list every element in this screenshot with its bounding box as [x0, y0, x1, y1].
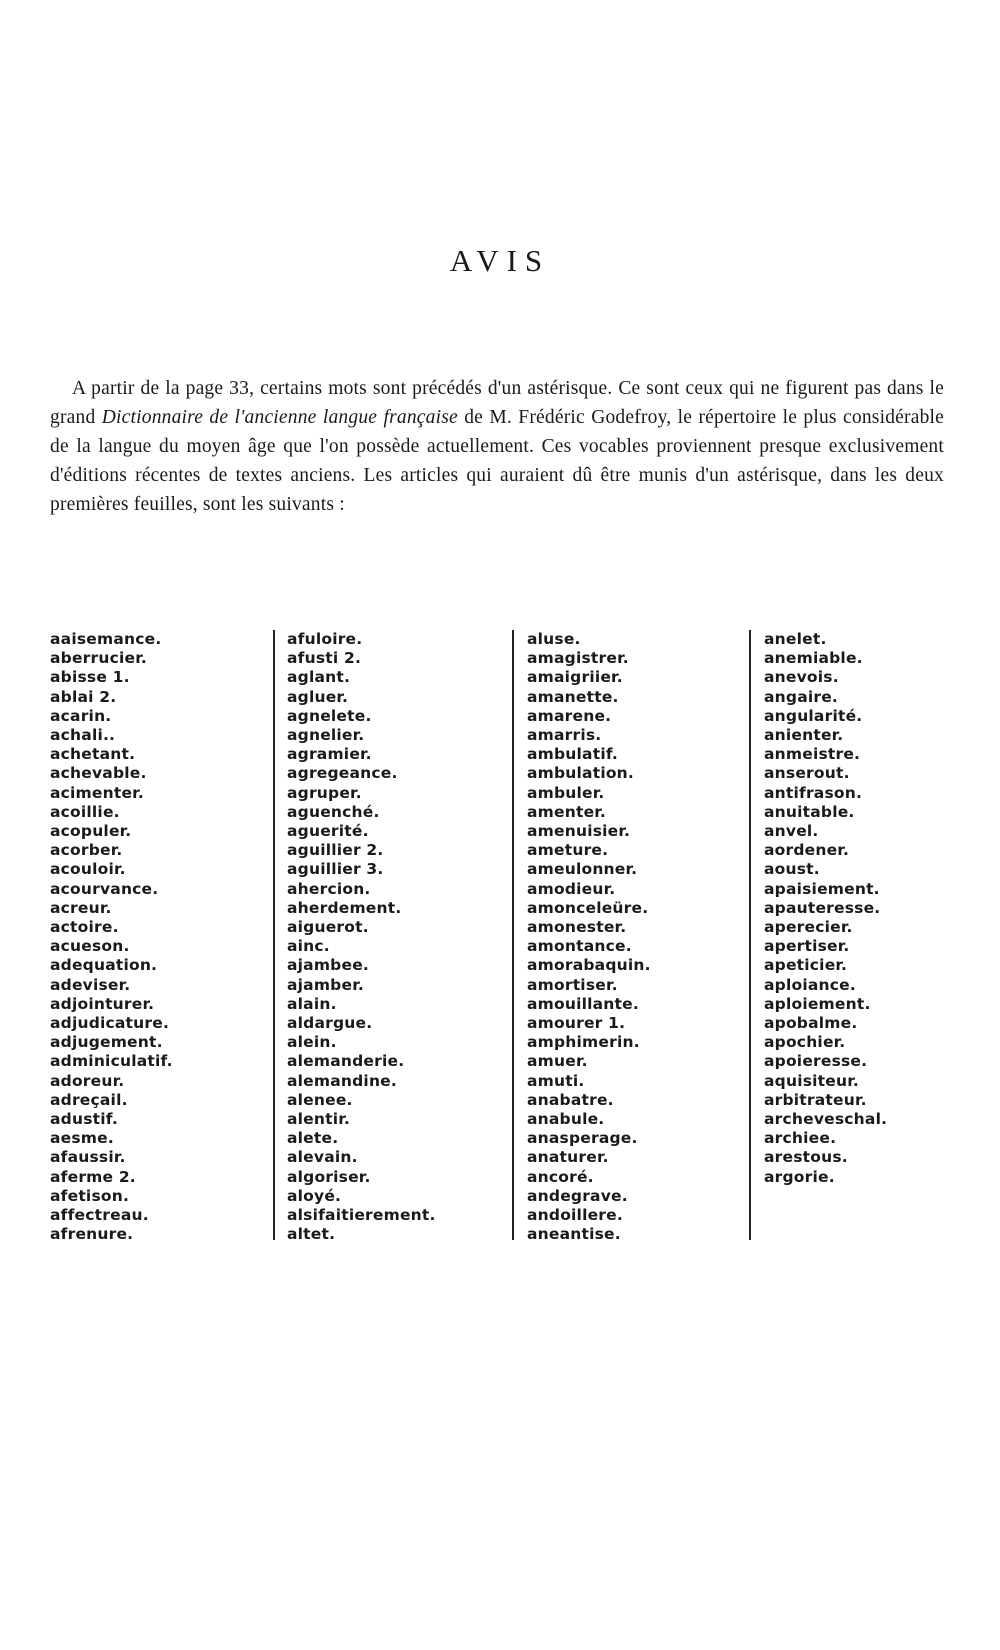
- word-entry: achetant.: [50, 745, 136, 764]
- word-entry: adustif.: [50, 1110, 118, 1129]
- word-entry: aploiement.: [764, 994, 871, 1013]
- word-entry: amarris.: [527, 726, 602, 745]
- word-entry: anabatre.: [527, 1090, 614, 1109]
- word-entry: aglant.: [287, 668, 351, 687]
- word-list: [50, 630, 950, 1244]
- word-entry: alsifaitierement.: [287, 1206, 436, 1225]
- word-entry: anvel.: [764, 822, 819, 841]
- word-entry: archiee.: [764, 1129, 837, 1148]
- word-column-2: [287, 630, 502, 1245]
- word-column-4: [764, 630, 979, 1187]
- word-entry: acarin.: [50, 706, 112, 725]
- word-entry: achali..: [50, 726, 116, 745]
- word-entry: afuloire.: [287, 630, 363, 648]
- word-entry: altet.: [287, 1225, 336, 1244]
- word-entry: acreur.: [50, 898, 112, 917]
- intro-paragraph: [50, 374, 944, 519]
- word-entry: alentir.: [287, 1110, 350, 1129]
- word-entry: aferme 2.: [50, 1167, 136, 1186]
- word-entry: anemiable.: [764, 649, 863, 668]
- word-entry: amphimerin.: [527, 1033, 640, 1052]
- word-entry: anuitable.: [764, 802, 855, 821]
- column-divider: [512, 630, 514, 1240]
- word-entry: amontance.: [527, 937, 632, 956]
- word-entry: ajamber.: [287, 975, 364, 994]
- word-entry: abisse 1.: [50, 668, 130, 687]
- word-column-3: [527, 630, 742, 1245]
- word-entry: aldargue.: [287, 1014, 373, 1033]
- word-entry: amaigriier.: [527, 668, 623, 687]
- word-entry: alain.: [287, 994, 337, 1013]
- word-entry: amenuisier.: [527, 822, 631, 841]
- word-entry: afaussir.: [50, 1148, 126, 1167]
- word-entry: aguerité.: [287, 822, 369, 841]
- word-entry: adjointurer.: [50, 994, 155, 1013]
- word-entry: agregeance.: [287, 764, 398, 783]
- word-entry: acouloir.: [50, 860, 126, 879]
- dictionary-title: Dictionnaire de l'ancienne langue française: [101, 407, 458, 428]
- word-entry: angularité.: [764, 706, 863, 725]
- word-entry: adminiculatif.: [50, 1052, 173, 1071]
- page-title: AVIS: [449, 243, 551, 278]
- word-entry: apaisiement.: [764, 879, 880, 898]
- word-entry: anelet.: [764, 630, 827, 648]
- word-entry: acorber.: [50, 841, 123, 860]
- word-entry: adequation.: [50, 956, 158, 975]
- word-entry: acueson.: [50, 937, 130, 956]
- word-entry: aploiance.: [764, 975, 856, 994]
- word-entry: apeticier.: [764, 956, 848, 975]
- word-entry: aherdement.: [287, 898, 402, 917]
- word-entry: agnelier.: [287, 726, 365, 745]
- word-entry: apertiser.: [764, 937, 850, 956]
- word-entry: aloyé.: [287, 1186, 342, 1205]
- word-entry: amortiser.: [527, 975, 618, 994]
- word-entry: acoillie.: [50, 802, 120, 821]
- word-entry: anaturer.: [527, 1148, 609, 1167]
- word-entry: amarene.: [527, 706, 612, 725]
- word-entry: algoriser.: [287, 1167, 371, 1186]
- column-divider: [273, 630, 275, 1240]
- word-entry: aesme.: [50, 1129, 114, 1148]
- word-entry: ameulonner.: [527, 860, 638, 879]
- word-entry: amourer 1.: [527, 1014, 626, 1033]
- word-entry: ameture.: [527, 841, 609, 860]
- word-entry: anienter.: [764, 726, 844, 745]
- word-entry: aaisemance.: [50, 630, 162, 648]
- word-entry: amonceleüre.: [527, 898, 649, 917]
- word-entry: amagistrer.: [527, 649, 629, 668]
- word-entry: aiguerot.: [287, 918, 369, 937]
- word-entry: agnelete.: [287, 706, 372, 725]
- word-entry: affectreau.: [50, 1206, 149, 1225]
- word-entry: arbitrateur.: [764, 1090, 867, 1109]
- word-entry: adjudicature.: [50, 1014, 170, 1033]
- word-entry: amorabaquin.: [527, 956, 651, 975]
- word-entry: agramier.: [287, 745, 372, 764]
- word-entry: ainc.: [287, 937, 330, 956]
- word-entry: adjugement.: [50, 1033, 163, 1052]
- word-entry: andoillere.: [527, 1206, 623, 1225]
- word-entry: amuti.: [527, 1071, 585, 1090]
- word-entry: ancoré.: [527, 1167, 594, 1186]
- word-entry: amodieur.: [527, 879, 616, 898]
- word-entry: anevois.: [764, 668, 839, 687]
- word-entry: aguillier 3.: [287, 860, 384, 879]
- column-divider: [749, 630, 751, 1240]
- word-entry: ahercion.: [287, 879, 371, 898]
- word-entry: achevable.: [50, 764, 147, 783]
- word-entry: alete.: [287, 1129, 339, 1148]
- word-entry: aquisiteur.: [764, 1071, 859, 1090]
- word-entry: aguenché.: [287, 802, 380, 821]
- word-entry: amouillante.: [527, 994, 639, 1013]
- word-entry: angaire.: [764, 687, 839, 706]
- word-entry: afusti 2.: [287, 649, 362, 668]
- word-entry: archeveschal.: [764, 1110, 888, 1129]
- word-entry: agluer.: [287, 687, 349, 706]
- word-entry: aneantise.: [527, 1225, 621, 1244]
- word-entry: alemandine.: [287, 1071, 397, 1090]
- word-entry: andegrave.: [527, 1186, 628, 1205]
- word-entry: actoire.: [50, 918, 119, 937]
- word-column-1: [50, 630, 265, 1245]
- word-entry: agruper.: [287, 783, 362, 802]
- word-entry: aperecier.: [764, 918, 853, 937]
- word-entry: alemanderie.: [287, 1052, 405, 1071]
- word-entry: adreçail.: [50, 1090, 128, 1109]
- word-entry: anmeistre.: [764, 745, 861, 764]
- word-entry: antifrason.: [764, 783, 863, 802]
- word-entry: anasperage.: [527, 1129, 638, 1148]
- word-entry: aguillier 2.: [287, 841, 384, 860]
- word-entry: alein.: [287, 1033, 337, 1052]
- word-entry: apobalme.: [764, 1014, 858, 1033]
- word-entry: amonester.: [527, 918, 627, 937]
- word-entry: adoreur.: [50, 1071, 125, 1090]
- word-entry: aluse.: [527, 630, 581, 648]
- word-entry: anabule.: [527, 1110, 605, 1129]
- word-entry: aoust.: [764, 860, 820, 879]
- intro-text-part2: de M. Frédéric Godefroy, le répertoire le plus considérable de la langue du moyen âge que l'on possède actuellement. Ces vocables proviennent presque exclusivement d'éditions récentes de textes anciens. Les articles qui auraient dû être munis d'un astérisque, dans les deux premières feuilles, sont les suivants :: [50, 407, 944, 515]
- word-entry: acimenter.: [50, 783, 144, 802]
- word-entry: amanette.: [527, 687, 619, 706]
- word-entry: ambulatif.: [527, 745, 619, 764]
- word-entry: alevain.: [287, 1148, 358, 1167]
- word-entry: ablai 2.: [50, 687, 117, 706]
- word-entry: afetison.: [50, 1186, 130, 1205]
- intro-text-part1: A partir de la page 33, certains mots sont précédés d'un astérisque. Ce sont ceux qui ne figurent pas dans le grand: [50, 378, 944, 428]
- word-entry: adeviser.: [50, 975, 131, 994]
- word-entry: ajambee.: [287, 956, 369, 975]
- word-entry: afrenure.: [50, 1225, 134, 1244]
- word-entry: alenee.: [287, 1090, 353, 1109]
- word-entry: argorie.: [764, 1167, 835, 1186]
- word-entry: anserout.: [764, 764, 850, 783]
- word-entry: aordener.: [764, 841, 850, 860]
- word-entry: ambuler.: [527, 783, 605, 802]
- word-entry: amuer.: [527, 1052, 588, 1071]
- word-entry: apauteresse.: [764, 898, 881, 917]
- word-entry: amenter.: [527, 802, 607, 821]
- word-entry: aberrucier.: [50, 649, 147, 668]
- word-entry: acopuler.: [50, 822, 132, 841]
- word-entry: arestous.: [764, 1148, 848, 1167]
- word-entry: ambulation.: [527, 764, 635, 783]
- word-entry: apoieresse.: [764, 1052, 868, 1071]
- word-entry: acourvance.: [50, 879, 159, 898]
- word-entry: apochier.: [764, 1033, 846, 1052]
